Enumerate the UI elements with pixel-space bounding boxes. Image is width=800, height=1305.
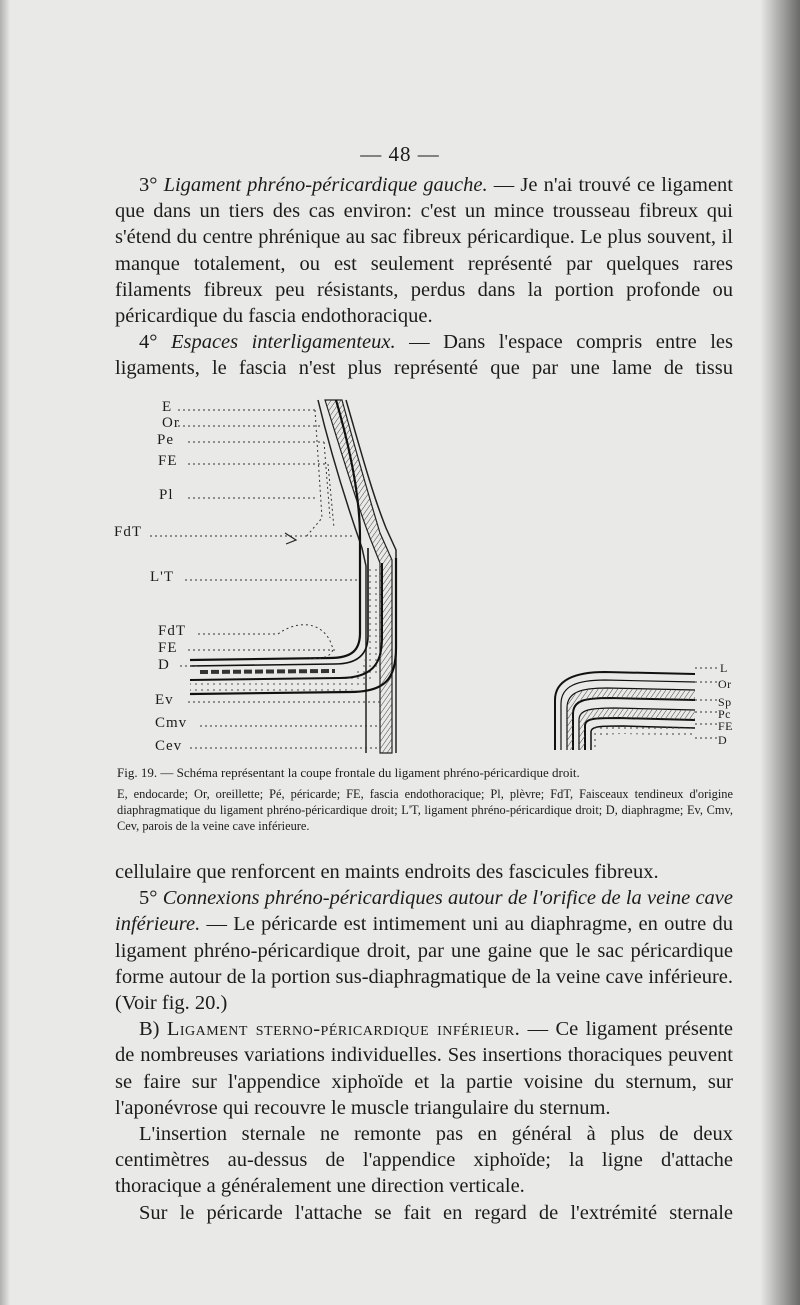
caption-legend: E, endocarde; Or, oreillette; Pé, péricarde; FE, fascia endothoracique; Pl, plèvre; FdT, Faisceaux tendineux d'origine diaphragmatique du ligament phréno-péricardique droit; L'T, ligament phréno-péricardique droit; D, diaphragme; Ev, Cmv, Cev, parois de la veine cave inférieure. (117, 787, 733, 833)
inset-label-or: Or (718, 677, 732, 691)
section-heading: Ligament sterno-péricardique inférieur. (166, 1018, 521, 1041)
paragraph-sternal-insertion (115, 1121, 733, 1200)
phrenopericardial-ligament-line (190, 400, 360, 660)
paragraph-pericardial-attachment (115, 1200, 733, 1226)
label-pe: Pe (157, 432, 174, 448)
inset-label-sp: Sp (718, 695, 732, 709)
paragraph-body: — Je n'ai trouvé ce ligament que dans un tiers des cas environ: c'est un mince trousseau fibreux qui s'étend du centre phrénique au sac fibreux péricardique. Le plus souvent, il manque totalement, ou est seulement représenté par quelques rares filaments fibreux peu résistants, perdus dans la portion profonde ou péricardique du fascia endothoracique. (115, 174, 733, 328)
paragraph-heading: Connexions phréno-péricardiques autour de l'orifice de la veine cave inférieure. (115, 887, 733, 936)
inset-label-d: D (718, 733, 728, 747)
diaphragm-upper-line (190, 563, 382, 680)
label-cev: Cev (155, 738, 183, 754)
paragraph-interligamentous-spaces (115, 329, 733, 381)
inset-label-l: L (720, 661, 728, 675)
paragraph-body: L'insertion sternale ne remonte pas en général à plus de deux centimètres au-dessus de l'appendice xiphoïde; la ligne d'attache thoracique a généralement une direction verticale. (115, 1123, 733, 1198)
paragraph-continuation (115, 859, 733, 885)
label-e: E (162, 399, 173, 415)
paragraph-body: — Le péricarde est intimement uni au diaphragme, en outre du ligament phréno-péricardique droit, par une gaine que le sac péricardique forme autour de la portion sus-diaphragmatique de la veine cave inférieure. (Voir fig. 20.) (115, 913, 733, 1015)
diaphragm-tendon-band (200, 671, 335, 672)
label-d: D (158, 657, 170, 673)
label-fdt-lower: FdT (158, 623, 187, 639)
text-block-bottom (115, 859, 733, 1226)
paragraph-vena-cava-connections (115, 885, 733, 1016)
inset-detail-figure (555, 668, 717, 750)
paragraph-left-phreno-pericardial-ligament (115, 172, 733, 329)
label-or: Or (162, 415, 180, 431)
paragraph-number: 4° (139, 331, 171, 354)
paragraph-body: — Dans l'espace compris entre les ligaments, le fascia n'est plus représenté que par une lame de tissu (115, 331, 733, 380)
figure-caption (117, 765, 733, 834)
label-lt: L'T (150, 569, 175, 585)
page-edge-shadow-right (760, 0, 800, 1305)
label-fe-lower: FE (158, 640, 178, 656)
page-number: — 48 — (360, 142, 440, 166)
label-cmv: Cmv (155, 715, 188, 731)
ligament-tissue (190, 568, 382, 694)
inset-label-pc: Pc (718, 707, 731, 721)
page-edge-shadow-left (0, 0, 10, 1305)
text-block-top (115, 172, 733, 382)
paragraph-sterno-pericardial-ligament (115, 1016, 733, 1121)
label-pl: Pl (159, 487, 174, 503)
paragraph-heading: Espaces interligamenteux. (170, 331, 396, 354)
label-ev: Ev (155, 692, 174, 708)
paragraph-number: 3° (139, 174, 164, 196)
paragraph-body: Sur le péricarde l'attache se fait en regard de l'extrémité sternale (139, 1201, 733, 1224)
frontal-section-schematic (110, 388, 740, 758)
arrow-ligament-origin (285, 533, 296, 544)
paragraph-body: — Ce ligament présente de nombreuses variations individuelles. Ses insertions thoraciques peuvent se faire sur l'appendice xiphoïde et la partie voisine du sternum, sur l'aponévrose qui recouvre le muscle triangulaire du sternum. (115, 1018, 734, 1119)
figure-19 (110, 388, 740, 758)
paragraph-heading: Ligament phréno-péricardique gauche. (163, 174, 488, 196)
inset-label-fe: FE (718, 719, 734, 733)
section-letter: B) (139, 1018, 167, 1041)
label-fdt-upper: FdT (114, 524, 143, 540)
label-fe: FE (158, 453, 178, 469)
diaphragm-fascia-line (190, 548, 368, 666)
paragraph-body: cellulaire que renforcent en maints endroits des fascicules fibreux. (115, 861, 659, 883)
paragraph-number: 5° (139, 887, 163, 910)
caption-title: Fig. 19. — Schéma représentant la coupe frontale du ligament phréno-péricardique droit. (117, 765, 580, 780)
